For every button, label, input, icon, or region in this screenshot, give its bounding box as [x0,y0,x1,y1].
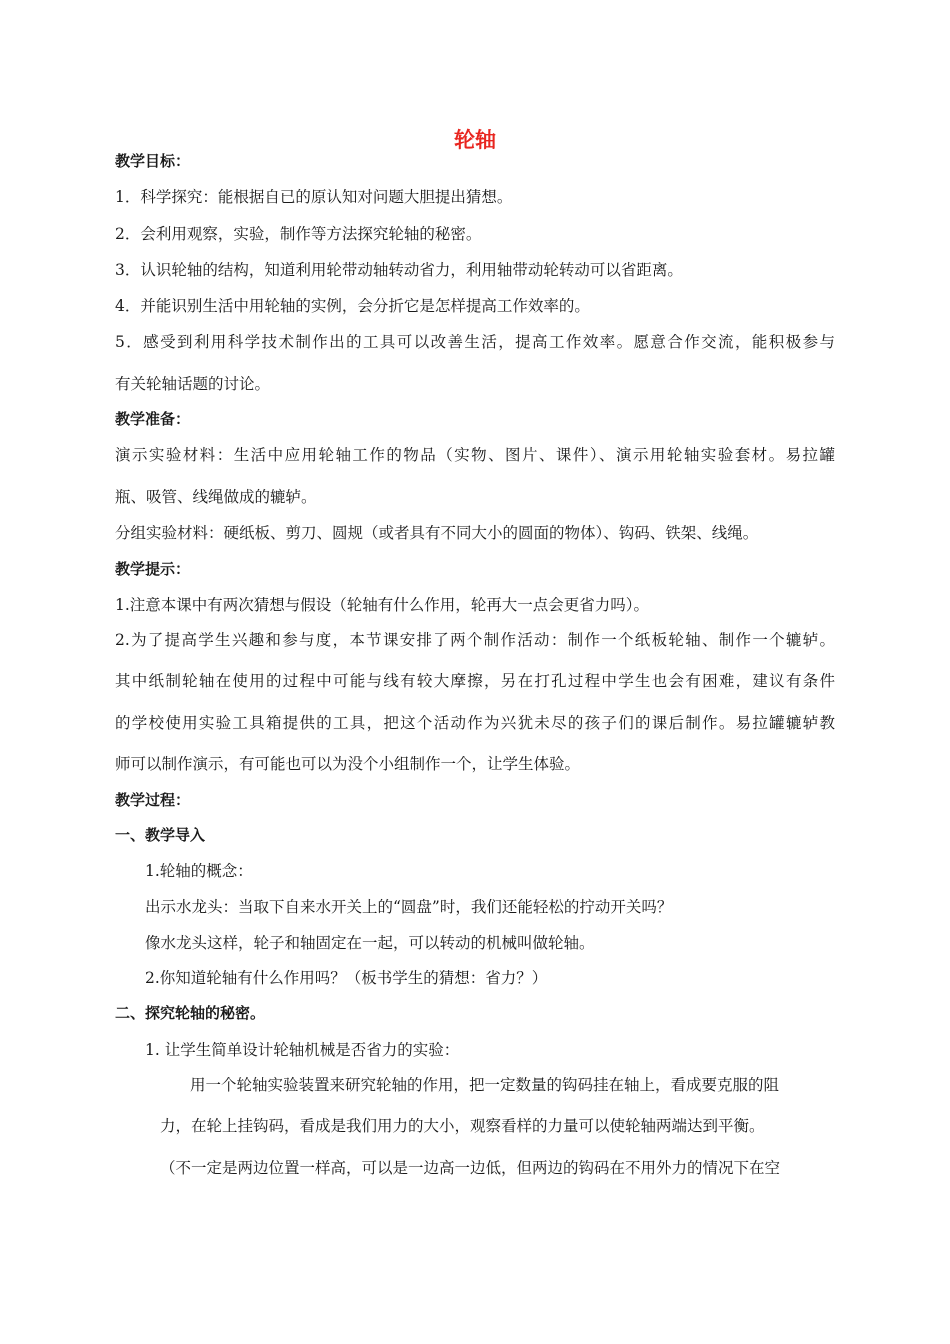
tip-line: 师可以制作演示，有可能也可以为没个小组制作一个，让学生体验。 [115,755,581,773]
goal-line: 1．科学探究：能根据自已的原认知对问题大胆提出猜想。 [115,188,513,206]
part1-line: 像水龙头这样，轮子和轴固定在一起，可以转动的机械叫做轮轴。 [145,934,595,952]
part1-line: 2.你知道轮轴有什么作用吗？（板书学生的猜想：省力？） [145,969,548,987]
goal-line: 4．并能识别生活中用轮轴的实例，会分折它是怎样提高工作效率的。 [115,297,590,315]
part2-line: 力，在轮上挂钩码，看成是我们用力的大小，观察看样的力量可以使轮轴两端达到平衡。 [160,1117,765,1135]
prep-line: 分组实验材料：硬纸板、剪刀、圆规（或者具有不同大小的圆面的物体）、钩码、铁架、线绳。 [115,524,759,542]
heading-prep: 教学准备： [115,410,191,428]
goal-line: 5．感受到利用科学技术制作出的工具可以改善生活，提高工作效率。愿意合作交流，能积极参与 [115,333,835,351]
tip-line: 的学校使用实验工具箱提供的工具，把这个活动作为兴犹未尽的孩子们的课后制作。易拉罐辘轳教 [115,714,835,732]
heading-tips: 教学提示： [115,560,191,578]
tip-line: 2.为了提高学生兴趣和参与度，本节课安排了两个制作活动：制作一个纸板轮轴、制作一个辘轳。 [115,631,835,649]
goal-line: 有关轮轴话题的讨论。 [115,375,271,393]
part1-line: 出示水龙头：当取下自来水开关上的“圆盘”时，我们还能轻松的拧动开关吗？ [145,898,673,916]
prep-line: 演示实验材料：生活中应用轮轴工作的物品（实物、图片、课件）、演示用轮轴实验套材。易拉罐 [115,446,835,464]
heading-part2: 二、探究轮轴的秘密。 [115,1004,266,1022]
heading-goals: 教学目标： [115,152,191,170]
part2-line: 1. 让学生简单设计轮轴机械是否省力的实验： [145,1041,460,1059]
part2-line: （不一定是两边位置一样高，可以是一边高一边低，但两边的钩码在不用外力的情况下在空 [160,1159,781,1177]
part1-line: 1.轮轴的概念： [145,862,253,880]
part2-line: 用一个轮轴实验装置来研究轮轴的作用，把一定数量的钩码挂在轴上，看成要克服的阻 [190,1076,780,1094]
goal-line: 3．认识轮轴的结构，知道利用轮带动轴转动省力，利用轴带动轮转动可以省距离。 [115,261,683,279]
tip-line: 其中纸制轮轴在使用的过程中可能与线有较大摩擦，另在打孔过程中学生也会有困难，建议有条件 [115,672,835,690]
heading-part1: 一、教学导入 [115,826,206,844]
document-title: 轮轴 [454,128,496,152]
goal-line: 2．会利用观察，实验，制作等方法探究轮轴的秘密。 [115,225,482,243]
prep-line: 瓶、吸管、线绳做成的辘轳。 [115,488,317,506]
heading-process: 教学过程： [115,791,191,809]
tip-line: 1.注意本课中有两次猜想与假设（轮轴有什么作用，轮再大一点会更省力吗）。 [115,596,650,614]
